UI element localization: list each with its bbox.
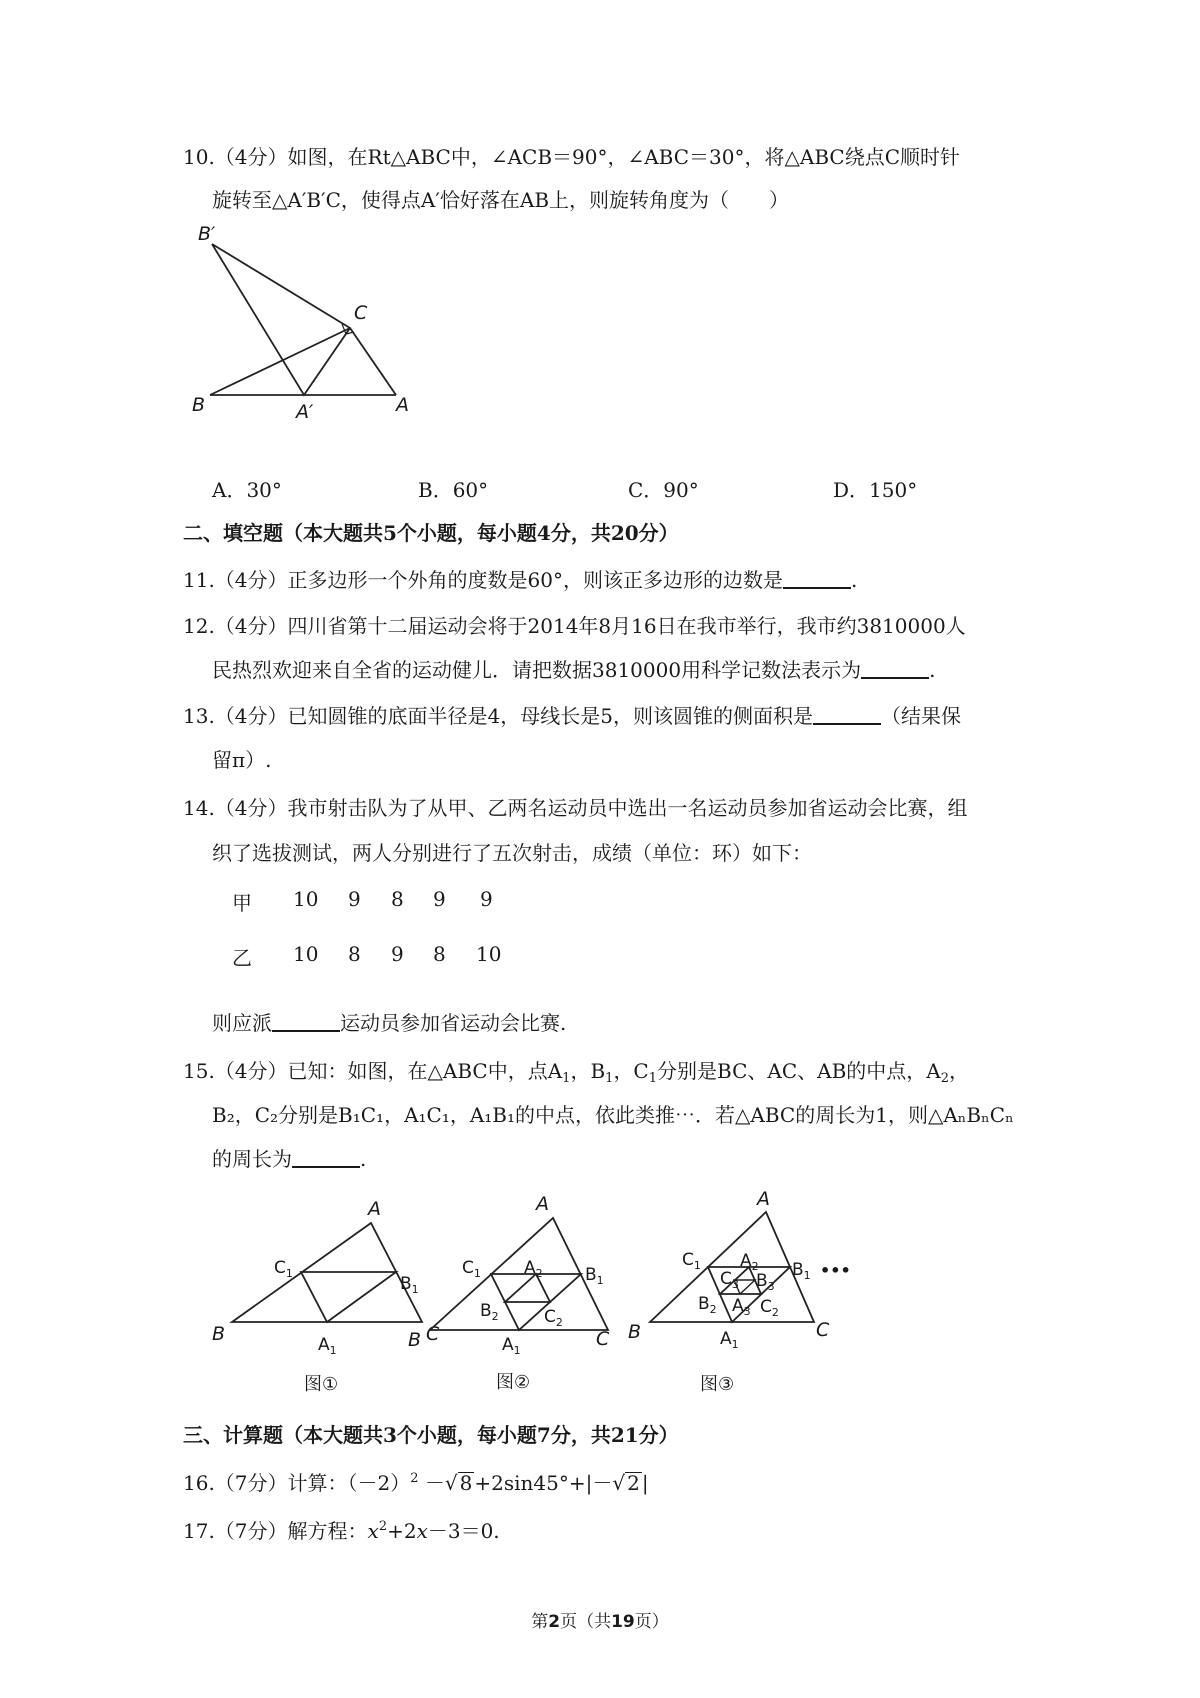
q15-line2: B₂，C₂分别是B₁C₁，A₁C₁，A₁B₁的中点，依此类推⋯．若△ABC的周长为1，则△AₙBₙCₙ <box>212 1103 1014 1127</box>
q13-line1 <box>183 703 961 729</box>
q15-text: ，C <box>613 1059 649 1083</box>
q10-option-b[interactable]: B．60° <box>418 478 489 502</box>
footer-text: 页（共 <box>560 1612 612 1632</box>
score-cell: 10 <box>293 942 319 966</box>
total-pages: 19 <box>611 1612 635 1632</box>
score-cell: 10 <box>293 887 319 911</box>
q13-text-end: （结果保 <box>880 704 961 728</box>
section3-heading: 三、计算题（本大题共3个小题，每小题7分，共21分） <box>183 1423 679 1447</box>
page-number: 2 <box>548 1612 561 1632</box>
subscript: 1 <box>605 1071 614 1086</box>
label-c: C <box>354 302 368 324</box>
label-a: A <box>396 394 409 416</box>
label-A: A <box>368 1198 381 1220</box>
q16-text: +2sin45°+|－ <box>474 1471 613 1495</box>
q13-answer-blank[interactable] <box>813 705 881 725</box>
q17-line <box>183 1518 500 1544</box>
variable-x: x <box>416 1519 428 1543</box>
label-a-prime: A′ <box>296 401 314 423</box>
q17-text: －3＝0. <box>427 1519 500 1543</box>
label-C2: $C_2$ <box>544 1307 563 1329</box>
label-A1: $A_1$ <box>318 1335 337 1357</box>
q15-line1 <box>183 1058 969 1084</box>
q15-text: 的周长为 <box>212 1147 292 1171</box>
label-B: B <box>628 1321 642 1343</box>
q15-line3 <box>212 1146 366 1172</box>
figure-2 <box>408 1193 610 1393</box>
page-footer <box>0 1607 1200 1632</box>
q11-line1 <box>183 567 857 593</box>
q14-text: 则应派 <box>212 1011 272 1035</box>
label-A2: $A_2$ <box>740 1251 759 1273</box>
label-C2: $C_2$ <box>760 1297 779 1319</box>
score-cell: 9 <box>480 887 493 911</box>
score-cell: 9 <box>433 887 446 911</box>
score-cell: 8 <box>391 887 404 911</box>
label-A: A <box>757 1190 770 1210</box>
q14-line2: 织了选拔测试，两人分别进行了五次射击，成绩（单位：环）如下： <box>212 841 812 865</box>
label-B3: $B_3$ <box>756 1271 775 1293</box>
caption-fig3: 图③ <box>700 1374 735 1395</box>
figure-3 <box>628 1190 851 1395</box>
ellipsis: ••• <box>820 1261 851 1280</box>
q16-line: 16.（7分）计算：$(-2)^2$ －√ 8 +2sin45°+|－√ 2 | <box>183 1471 649 1495</box>
subscript: 2 <box>940 1071 950 1086</box>
q15-figures <box>200 1190 940 1410</box>
label-B1: $B_1$ <box>792 1260 811 1282</box>
subscript: 1 <box>648 1071 658 1086</box>
q12-text: 民热烈欢迎来自全省的运动健儿．请把数据3810000用科学记数法表示为 <box>212 658 862 682</box>
label-b: B <box>192 394 206 416</box>
q15-text-end: . <box>360 1147 367 1171</box>
label-A1: $A_1$ <box>720 1329 739 1351</box>
q10-line2: 旋转至△A′B′C，使得点A′恰好落在AB上，则旋转角度为（ ） <box>212 188 790 212</box>
q10-option-a[interactable]: A．30° <box>212 478 282 502</box>
variable-x: x <box>367 1519 379 1543</box>
q11-text: 11.（4分）正多边形一个外角的度数是60°，则该正多边形的边数是 <box>183 568 783 592</box>
q17-text: 17.（7分）解方程： <box>183 1519 368 1543</box>
section2-heading: 二、填空题（本大题共5个小题，每小题4分，共20分） <box>183 521 679 545</box>
q17-text: +2 <box>387 1519 417 1543</box>
caption-fig1: 图① <box>304 1374 339 1395</box>
label-C3: $C_3$ <box>720 1269 739 1291</box>
q14-line3 <box>212 1010 566 1036</box>
label-A2: $A_2$ <box>524 1258 543 1280</box>
q11-answer-blank[interactable] <box>783 569 851 589</box>
exponent: 2 <box>410 1471 419 1486</box>
label-C: C <box>426 1323 440 1345</box>
figure-1 <box>212 1198 440 1395</box>
row-name: 乙 <box>232 946 252 970</box>
label-C1: $C_1$ <box>682 1250 701 1272</box>
label-B: B <box>408 1329 422 1351</box>
radicand: 2 <box>627 1471 640 1495</box>
q14-line1: 14.（4分）我市射击队为了从甲、乙两名运动员中选出一名运动员参加省运动会比赛，组 <box>183 796 968 820</box>
caption-fig2: 图② <box>496 1372 531 1393</box>
score-cell: 9 <box>348 887 361 911</box>
q12-line2 <box>212 657 935 683</box>
q10-option-c[interactable]: C．90° <box>628 478 699 502</box>
q14-answer-blank[interactable] <box>272 1012 340 1032</box>
q10-rotation-figure <box>190 218 430 428</box>
q15-text: 15.（4分）已知：如图，在△ABC中，点A <box>183 1059 563 1083</box>
q15-text: ，B <box>570 1059 606 1083</box>
exponent: 2 <box>378 1519 388 1534</box>
label-C: C <box>596 1328 610 1350</box>
q11-text-end: . <box>850 568 858 592</box>
label-B1: $B_1$ <box>400 1274 419 1296</box>
label-B2: $B_2$ <box>480 1301 499 1323</box>
footer-text: 第 <box>531 1612 549 1632</box>
q10-line1: 10.（4分）如图，在Rt△ABC中，∠ACB＝90°，∠ABC＝30°，将△ABC绕点C顺时针 <box>183 145 960 169</box>
row-name: 甲 <box>232 891 252 915</box>
q16-text: | <box>641 1471 649 1495</box>
q14-text-end: 运动员参加省运动会比赛. <box>340 1011 567 1035</box>
label-b-prime: B′ <box>198 223 216 245</box>
label-A1: $A_1$ <box>502 1335 521 1357</box>
label-C1: $C_1$ <box>462 1258 481 1280</box>
label-B: B <box>212 1323 226 1345</box>
label-A3: $A_3$ <box>732 1296 751 1318</box>
q13-line2: 留π）. <box>212 748 272 772</box>
score-cell: 9 <box>391 942 404 966</box>
q13-text: 13.（4分）已知圆锥的底面半径是4，母线长是5，则该圆锥的侧面积是 <box>183 704 813 728</box>
subscript: 1 <box>562 1071 571 1086</box>
footer-text: 页） <box>634 1612 669 1632</box>
label-C: C <box>816 1319 830 1341</box>
radicand: 8 <box>459 1471 473 1495</box>
q12-text-end: . <box>929 658 936 682</box>
q15-answer-blank[interactable] <box>292 1148 360 1168</box>
q12-answer-blank[interactable] <box>861 659 929 679</box>
q16-text: 16.（7分）计算：（－2） <box>183 1471 411 1495</box>
q12-line1: 12.（4分）四川省第十二届运动会将于2014年8月16日在我市举行，我市约3810000人 <box>183 614 966 638</box>
score-cell: 10 <box>476 942 502 966</box>
q10-option-d[interactable]: D．150° <box>833 478 918 502</box>
q15-text: 分别是BC、AC、AB的中点，A <box>657 1059 941 1083</box>
label-C1: $C_1$ <box>274 1258 293 1280</box>
label-B1: $B_1$ <box>585 1265 604 1287</box>
score-cell: 8 <box>348 942 361 966</box>
score-cell: 8 <box>433 942 446 966</box>
label-A: A <box>536 1193 549 1215</box>
q15-text: ， <box>949 1059 970 1083</box>
label-B2: $B_2$ <box>698 1294 717 1316</box>
q16-text: － <box>424 1471 445 1495</box>
